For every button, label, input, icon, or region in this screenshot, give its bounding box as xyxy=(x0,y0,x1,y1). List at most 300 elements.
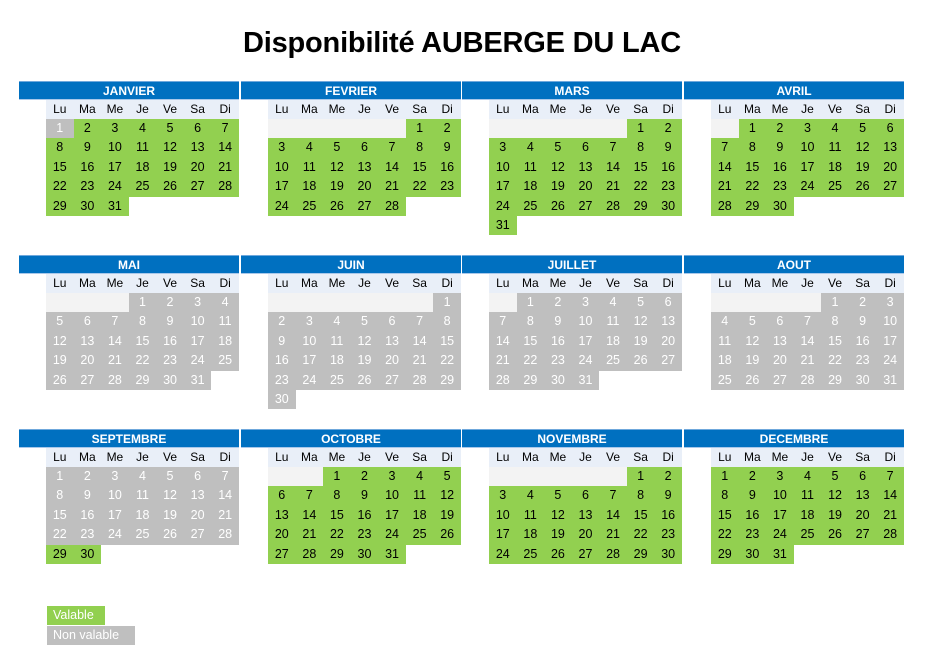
day-cell-valid[interactable]: 30 xyxy=(74,197,102,216)
day-cell-invalid[interactable]: 31 xyxy=(876,371,904,390)
day-cell-valid[interactable]: 9 xyxy=(739,486,767,505)
day-cell-valid[interactable]: 14 xyxy=(296,506,324,525)
day-cell-invalid[interactable]: 20 xyxy=(654,332,682,351)
day-cell-valid[interactable]: 1 xyxy=(711,467,739,486)
day-cell-invalid[interactable]: 10 xyxy=(572,312,600,331)
day-cell-valid[interactable]: 11 xyxy=(296,158,324,177)
day-cell-valid[interactable]: 12 xyxy=(849,138,877,157)
day-cell-valid[interactable]: 8 xyxy=(627,138,655,157)
day-cell-valid[interactable]: 26 xyxy=(323,197,351,216)
day-cell-valid[interactable]: 2 xyxy=(433,119,461,138)
day-cell-valid[interactable]: 4 xyxy=(406,467,434,486)
day-cell-valid[interactable]: 10 xyxy=(268,158,296,177)
day-cell-invalid[interactable]: 13 xyxy=(766,332,794,351)
day-cell-valid[interactable]: 11 xyxy=(129,138,157,157)
day-cell-invalid[interactable]: 20 xyxy=(766,351,794,370)
day-cell-valid[interactable]: 14 xyxy=(876,486,904,505)
day-cell-valid[interactable]: 25 xyxy=(517,197,545,216)
day-cell-valid[interactable]: 18 xyxy=(517,177,545,196)
day-cell-valid[interactable]: 3 xyxy=(268,138,296,157)
day-cell-valid[interactable]: 12 xyxy=(544,158,572,177)
day-cell-valid[interactable]: 7 xyxy=(378,138,406,157)
day-cell-invalid[interactable]: 22 xyxy=(46,525,74,544)
day-cell-valid[interactable]: 4 xyxy=(129,119,157,138)
day-cell-invalid[interactable]: 19 xyxy=(351,351,379,370)
day-cell-valid[interactable]: 3 xyxy=(489,486,517,505)
day-cell-invalid[interactable]: 25 xyxy=(211,351,239,370)
day-cell-valid[interactable]: 22 xyxy=(711,525,739,544)
day-cell-invalid[interactable]: 6 xyxy=(766,312,794,331)
day-cell-valid[interactable]: 9 xyxy=(654,486,682,505)
day-cell-valid[interactable]: 31 xyxy=(378,545,406,564)
day-cell-invalid[interactable]: 12 xyxy=(351,332,379,351)
day-cell-valid[interactable]: 15 xyxy=(627,506,655,525)
day-cell-valid[interactable]: 21 xyxy=(599,177,627,196)
day-cell-invalid[interactable]: 4 xyxy=(211,293,239,312)
day-cell-invalid[interactable]: 7 xyxy=(406,312,434,331)
day-cell-invalid[interactable]: 13 xyxy=(654,312,682,331)
day-cell-valid[interactable]: 4 xyxy=(821,119,849,138)
day-cell-valid[interactable]: 19 xyxy=(156,158,184,177)
day-cell-valid[interactable]: 14 xyxy=(211,138,239,157)
day-cell-valid[interactable]: 8 xyxy=(711,486,739,505)
day-cell-invalid[interactable]: 4 xyxy=(129,467,157,486)
day-cell-valid[interactable]: 16 xyxy=(433,158,461,177)
day-cell-invalid[interactable]: 21 xyxy=(101,351,129,370)
day-cell-valid[interactable]: 17 xyxy=(268,177,296,196)
day-cell-invalid[interactable]: 29 xyxy=(433,371,461,390)
day-cell-invalid[interactable]: 30 xyxy=(268,390,296,409)
day-cell-invalid[interactable]: 29 xyxy=(129,371,157,390)
day-cell-valid[interactable]: 21 xyxy=(711,177,739,196)
day-cell-invalid[interactable]: 24 xyxy=(876,351,904,370)
day-cell-invalid[interactable]: 19 xyxy=(739,351,767,370)
day-cell-valid[interactable]: 15 xyxy=(739,158,767,177)
day-cell-valid[interactable]: 8 xyxy=(46,138,74,157)
day-cell-valid[interactable]: 9 xyxy=(351,486,379,505)
day-cell-invalid[interactable]: 21 xyxy=(489,351,517,370)
day-cell-invalid[interactable]: 1 xyxy=(46,119,74,138)
day-cell-invalid[interactable]: 12 xyxy=(46,332,74,351)
day-cell-valid[interactable]: 27 xyxy=(351,197,379,216)
day-cell-invalid[interactable]: 14 xyxy=(211,486,239,505)
day-cell-invalid[interactable]: 20 xyxy=(74,351,102,370)
day-cell-invalid[interactable]: 28 xyxy=(489,371,517,390)
day-cell-valid[interactable]: 2 xyxy=(654,119,682,138)
day-cell-valid[interactable]: 26 xyxy=(544,197,572,216)
day-cell-valid[interactable]: 14 xyxy=(599,158,627,177)
day-cell-invalid[interactable]: 20 xyxy=(184,506,212,525)
day-cell-valid[interactable]: 28 xyxy=(211,177,239,196)
day-cell-valid[interactable]: 6 xyxy=(572,138,600,157)
day-cell-valid[interactable]: 28 xyxy=(876,525,904,544)
day-cell-invalid[interactable]: 26 xyxy=(156,525,184,544)
day-cell-valid[interactable]: 28 xyxy=(599,197,627,216)
day-cell-valid[interactable]: 31 xyxy=(489,216,517,235)
day-cell-valid[interactable]: 15 xyxy=(627,158,655,177)
day-cell-valid[interactable]: 10 xyxy=(101,138,129,157)
day-cell-valid[interactable]: 27 xyxy=(876,177,904,196)
day-cell-invalid[interactable]: 7 xyxy=(211,467,239,486)
day-cell-invalid[interactable]: 15 xyxy=(821,332,849,351)
day-cell-valid[interactable]: 11 xyxy=(517,158,545,177)
day-cell-invalid[interactable]: 28 xyxy=(101,371,129,390)
day-cell-invalid[interactable]: 23 xyxy=(74,525,102,544)
day-cell-invalid[interactable]: 5 xyxy=(739,312,767,331)
day-cell-valid[interactable]: 23 xyxy=(654,525,682,544)
day-cell-valid[interactable]: 16 xyxy=(739,506,767,525)
day-cell-invalid[interactable]: 1 xyxy=(821,293,849,312)
day-cell-invalid[interactable]: 22 xyxy=(129,351,157,370)
day-cell-invalid[interactable]: 9 xyxy=(849,312,877,331)
day-cell-invalid[interactable]: 9 xyxy=(74,486,102,505)
day-cell-invalid[interactable]: 30 xyxy=(849,371,877,390)
day-cell-invalid[interactable]: 10 xyxy=(101,486,129,505)
day-cell-valid[interactable]: 16 xyxy=(766,158,794,177)
day-cell-valid[interactable]: 4 xyxy=(517,486,545,505)
day-cell-valid[interactable]: 14 xyxy=(711,158,739,177)
day-cell-valid[interactable]: 2 xyxy=(654,467,682,486)
day-cell-valid[interactable]: 1 xyxy=(627,467,655,486)
day-cell-valid[interactable]: 29 xyxy=(46,197,74,216)
day-cell-valid[interactable]: 11 xyxy=(517,506,545,525)
day-cell-valid[interactable]: 21 xyxy=(599,525,627,544)
day-cell-invalid[interactable]: 16 xyxy=(74,506,102,525)
day-cell-invalid[interactable]: 16 xyxy=(268,351,296,370)
day-cell-invalid[interactable]: 23 xyxy=(849,351,877,370)
day-cell-valid[interactable]: 8 xyxy=(406,138,434,157)
day-cell-valid[interactable]: 1 xyxy=(323,467,351,486)
day-cell-valid[interactable]: 22 xyxy=(739,177,767,196)
day-cell-valid[interactable]: 12 xyxy=(323,158,351,177)
day-cell-valid[interactable]: 20 xyxy=(184,158,212,177)
day-cell-invalid[interactable]: 18 xyxy=(711,351,739,370)
day-cell-valid[interactable]: 23 xyxy=(654,177,682,196)
day-cell-invalid[interactable]: 28 xyxy=(211,525,239,544)
day-cell-valid[interactable]: 25 xyxy=(517,545,545,564)
day-cell-valid[interactable]: 30 xyxy=(74,545,102,564)
day-cell-valid[interactable]: 27 xyxy=(849,525,877,544)
day-cell-valid[interactable]: 15 xyxy=(323,506,351,525)
day-cell-valid[interactable]: 20 xyxy=(351,177,379,196)
day-cell-invalid[interactable]: 18 xyxy=(323,351,351,370)
day-cell-invalid[interactable]: 6 xyxy=(378,312,406,331)
day-cell-valid[interactable]: 6 xyxy=(849,467,877,486)
day-cell-valid[interactable]: 21 xyxy=(296,525,324,544)
day-cell-invalid[interactable]: 24 xyxy=(572,351,600,370)
day-cell-valid[interactable]: 29 xyxy=(711,545,739,564)
day-cell-valid[interactable]: 1 xyxy=(739,119,767,138)
day-cell-valid[interactable]: 24 xyxy=(378,525,406,544)
day-cell-valid[interactable]: 23 xyxy=(351,525,379,544)
day-cell-valid[interactable]: 15 xyxy=(711,506,739,525)
day-cell-valid[interactable]: 11 xyxy=(794,486,822,505)
day-cell-valid[interactable]: 18 xyxy=(406,506,434,525)
day-cell-invalid[interactable]: 25 xyxy=(711,371,739,390)
day-cell-invalid[interactable]: 21 xyxy=(406,351,434,370)
day-cell-valid[interactable]: 25 xyxy=(129,177,157,196)
day-cell-valid[interactable]: 2 xyxy=(739,467,767,486)
day-cell-valid[interactable]: 19 xyxy=(433,506,461,525)
day-cell-valid[interactable]: 30 xyxy=(739,545,767,564)
day-cell-invalid[interactable]: 4 xyxy=(323,312,351,331)
day-cell-valid[interactable]: 25 xyxy=(406,525,434,544)
day-cell-invalid[interactable]: 5 xyxy=(627,293,655,312)
day-cell-invalid[interactable]: 28 xyxy=(794,371,822,390)
day-cell-invalid[interactable]: 31 xyxy=(572,371,600,390)
day-cell-valid[interactable]: 24 xyxy=(766,525,794,544)
day-cell-invalid[interactable]: 16 xyxy=(156,332,184,351)
day-cell-invalid[interactable]: 23 xyxy=(156,351,184,370)
day-cell-valid[interactable]: 12 xyxy=(544,506,572,525)
day-cell-valid[interactable]: 3 xyxy=(489,138,517,157)
day-cell-valid[interactable]: 19 xyxy=(849,158,877,177)
day-cell-invalid[interactable]: 6 xyxy=(184,467,212,486)
day-cell-invalid[interactable]: 7 xyxy=(101,312,129,331)
day-cell-valid[interactable]: 9 xyxy=(74,138,102,157)
day-cell-valid[interactable]: 5 xyxy=(849,119,877,138)
day-cell-valid[interactable]: 10 xyxy=(489,506,517,525)
day-cell-valid[interactable]: 17 xyxy=(794,158,822,177)
day-cell-valid[interactable]: 7 xyxy=(296,486,324,505)
day-cell-invalid[interactable]: 19 xyxy=(46,351,74,370)
day-cell-valid[interactable]: 28 xyxy=(378,197,406,216)
day-cell-valid[interactable]: 23 xyxy=(739,525,767,544)
day-cell-invalid[interactable]: 16 xyxy=(544,332,572,351)
day-cell-valid[interactable]: 6 xyxy=(268,486,296,505)
day-cell-valid[interactable]: 5 xyxy=(323,138,351,157)
day-cell-valid[interactable]: 27 xyxy=(572,197,600,216)
day-cell-valid[interactable]: 2 xyxy=(766,119,794,138)
day-cell-invalid[interactable]: 8 xyxy=(46,486,74,505)
day-cell-valid[interactable]: 19 xyxy=(544,525,572,544)
day-cell-valid[interactable]: 27 xyxy=(184,177,212,196)
day-cell-valid[interactable]: 24 xyxy=(101,177,129,196)
day-cell-invalid[interactable]: 23 xyxy=(268,371,296,390)
day-cell-invalid[interactable]: 10 xyxy=(876,312,904,331)
day-cell-valid[interactable]: 29 xyxy=(323,545,351,564)
day-cell-valid[interactable]: 28 xyxy=(711,197,739,216)
day-cell-valid[interactable]: 13 xyxy=(849,486,877,505)
day-cell-invalid[interactable]: 12 xyxy=(739,332,767,351)
day-cell-invalid[interactable]: 8 xyxy=(433,312,461,331)
day-cell-invalid[interactable]: 11 xyxy=(129,486,157,505)
day-cell-invalid[interactable]: 29 xyxy=(517,371,545,390)
day-cell-invalid[interactable]: 27 xyxy=(654,351,682,370)
day-cell-valid[interactable]: 2 xyxy=(74,119,102,138)
day-cell-invalid[interactable]: 12 xyxy=(156,486,184,505)
day-cell-valid[interactable]: 19 xyxy=(821,506,849,525)
day-cell-valid[interactable]: 25 xyxy=(794,525,822,544)
day-cell-valid[interactable]: 9 xyxy=(654,138,682,157)
day-cell-invalid[interactable]: 26 xyxy=(351,371,379,390)
day-cell-invalid[interactable]: 11 xyxy=(323,332,351,351)
day-cell-valid[interactable]: 29 xyxy=(627,545,655,564)
day-cell-valid[interactable]: 5 xyxy=(433,467,461,486)
day-cell-valid[interactable]: 15 xyxy=(406,158,434,177)
day-cell-valid[interactable]: 19 xyxy=(323,177,351,196)
day-cell-valid[interactable]: 30 xyxy=(654,197,682,216)
day-cell-valid[interactable]: 18 xyxy=(794,506,822,525)
day-cell-invalid[interactable]: 22 xyxy=(433,351,461,370)
day-cell-valid[interactable]: 24 xyxy=(489,197,517,216)
day-cell-valid[interactable]: 13 xyxy=(268,506,296,525)
day-cell-valid[interactable]: 6 xyxy=(572,486,600,505)
day-cell-valid[interactable]: 10 xyxy=(378,486,406,505)
day-cell-invalid[interactable]: 27 xyxy=(74,371,102,390)
day-cell-invalid[interactable]: 3 xyxy=(876,293,904,312)
day-cell-invalid[interactable]: 7 xyxy=(489,312,517,331)
day-cell-valid[interactable]: 26 xyxy=(544,545,572,564)
day-cell-valid[interactable]: 17 xyxy=(101,158,129,177)
day-cell-invalid[interactable]: 31 xyxy=(184,371,212,390)
day-cell-invalid[interactable]: 21 xyxy=(211,506,239,525)
day-cell-invalid[interactable]: 30 xyxy=(544,371,572,390)
day-cell-invalid[interactable]: 7 xyxy=(794,312,822,331)
day-cell-invalid[interactable]: 4 xyxy=(711,312,739,331)
day-cell-valid[interactable]: 20 xyxy=(572,525,600,544)
day-cell-valid[interactable]: 18 xyxy=(296,177,324,196)
day-cell-invalid[interactable]: 25 xyxy=(599,351,627,370)
day-cell-invalid[interactable]: 8 xyxy=(129,312,157,331)
day-cell-invalid[interactable]: 10 xyxy=(296,332,324,351)
day-cell-invalid[interactable]: 2 xyxy=(156,293,184,312)
day-cell-valid[interactable]: 25 xyxy=(296,197,324,216)
day-cell-invalid[interactable]: 3 xyxy=(184,293,212,312)
day-cell-invalid[interactable]: 27 xyxy=(378,371,406,390)
day-cell-valid[interactable]: 4 xyxy=(296,138,324,157)
day-cell-invalid[interactable]: 9 xyxy=(156,312,184,331)
day-cell-valid[interactable]: 25 xyxy=(821,177,849,196)
day-cell-invalid[interactable]: 15 xyxy=(46,506,74,525)
day-cell-valid[interactable]: 30 xyxy=(766,197,794,216)
day-cell-valid[interactable]: 22 xyxy=(627,525,655,544)
day-cell-valid[interactable]: 7 xyxy=(211,119,239,138)
day-cell-valid[interactable]: 24 xyxy=(794,177,822,196)
day-cell-invalid[interactable]: 2 xyxy=(74,467,102,486)
day-cell-invalid[interactable]: 30 xyxy=(156,371,184,390)
day-cell-invalid[interactable]: 13 xyxy=(74,332,102,351)
day-cell-invalid[interactable]: 5 xyxy=(46,312,74,331)
day-cell-invalid[interactable]: 6 xyxy=(654,293,682,312)
day-cell-invalid[interactable]: 17 xyxy=(572,332,600,351)
day-cell-invalid[interactable]: 22 xyxy=(517,351,545,370)
day-cell-valid[interactable]: 19 xyxy=(544,177,572,196)
day-cell-invalid[interactable]: 23 xyxy=(544,351,572,370)
day-cell-valid[interactable]: 16 xyxy=(654,158,682,177)
day-cell-valid[interactable]: 5 xyxy=(544,486,572,505)
day-cell-invalid[interactable]: 12 xyxy=(627,312,655,331)
day-cell-valid[interactable]: 20 xyxy=(268,525,296,544)
day-cell-invalid[interactable]: 1 xyxy=(46,467,74,486)
day-cell-valid[interactable]: 30 xyxy=(351,545,379,564)
day-cell-invalid[interactable]: 29 xyxy=(821,371,849,390)
day-cell-invalid[interactable]: 6 xyxy=(74,312,102,331)
day-cell-valid[interactable]: 21 xyxy=(211,158,239,177)
day-cell-valid[interactable]: 23 xyxy=(766,177,794,196)
day-cell-valid[interactable]: 4 xyxy=(794,467,822,486)
day-cell-invalid[interactable]: 26 xyxy=(739,371,767,390)
day-cell-invalid[interactable]: 11 xyxy=(211,312,239,331)
day-cell-invalid[interactable]: 18 xyxy=(211,332,239,351)
day-cell-valid[interactable]: 18 xyxy=(517,525,545,544)
day-cell-valid[interactable]: 5 xyxy=(544,138,572,157)
day-cell-valid[interactable]: 29 xyxy=(739,197,767,216)
day-cell-invalid[interactable]: 3 xyxy=(572,293,600,312)
day-cell-valid[interactable]: 3 xyxy=(766,467,794,486)
day-cell-valid[interactable]: 22 xyxy=(46,177,74,196)
day-cell-valid[interactable]: 27 xyxy=(572,545,600,564)
day-cell-valid[interactable]: 20 xyxy=(572,177,600,196)
day-cell-valid[interactable]: 7 xyxy=(876,467,904,486)
day-cell-invalid[interactable]: 5 xyxy=(156,467,184,486)
day-cell-valid[interactable]: 17 xyxy=(489,525,517,544)
day-cell-invalid[interactable]: 2 xyxy=(849,293,877,312)
day-cell-invalid[interactable]: 25 xyxy=(323,371,351,390)
day-cell-invalid[interactable]: 1 xyxy=(129,293,157,312)
day-cell-valid[interactable]: 22 xyxy=(323,525,351,544)
day-cell-valid[interactable]: 17 xyxy=(378,506,406,525)
day-cell-valid[interactable]: 23 xyxy=(74,177,102,196)
day-cell-valid[interactable]: 3 xyxy=(101,119,129,138)
day-cell-invalid[interactable]: 14 xyxy=(489,332,517,351)
day-cell-valid[interactable]: 16 xyxy=(74,158,102,177)
day-cell-valid[interactable]: 13 xyxy=(351,158,379,177)
day-cell-invalid[interactable]: 11 xyxy=(599,312,627,331)
day-cell-valid[interactable]: 14 xyxy=(599,506,627,525)
day-cell-valid[interactable]: 1 xyxy=(627,119,655,138)
day-cell-valid[interactable]: 30 xyxy=(654,545,682,564)
day-cell-valid[interactable]: 26 xyxy=(156,177,184,196)
day-cell-invalid[interactable]: 24 xyxy=(296,371,324,390)
day-cell-invalid[interactable]: 26 xyxy=(627,351,655,370)
day-cell-valid[interactable]: 13 xyxy=(876,138,904,157)
day-cell-valid[interactable]: 1 xyxy=(406,119,434,138)
day-cell-invalid[interactable]: 14 xyxy=(406,332,434,351)
day-cell-valid[interactable]: 22 xyxy=(627,177,655,196)
day-cell-valid[interactable]: 10 xyxy=(489,158,517,177)
day-cell-invalid[interactable]: 16 xyxy=(849,332,877,351)
day-cell-valid[interactable]: 12 xyxy=(433,486,461,505)
day-cell-invalid[interactable]: 19 xyxy=(156,506,184,525)
day-cell-valid[interactable]: 29 xyxy=(46,545,74,564)
day-cell-invalid[interactable]: 9 xyxy=(268,332,296,351)
day-cell-invalid[interactable]: 24 xyxy=(101,525,129,544)
day-cell-invalid[interactable]: 18 xyxy=(129,506,157,525)
day-cell-valid[interactable]: 12 xyxy=(156,138,184,157)
day-cell-valid[interactable]: 3 xyxy=(794,119,822,138)
day-cell-invalid[interactable]: 8 xyxy=(821,312,849,331)
day-cell-invalid[interactable]: 27 xyxy=(184,525,212,544)
day-cell-valid[interactable]: 24 xyxy=(489,545,517,564)
day-cell-invalid[interactable]: 2 xyxy=(544,293,572,312)
day-cell-valid[interactable]: 6 xyxy=(876,119,904,138)
day-cell-valid[interactable]: 7 xyxy=(711,138,739,157)
day-cell-valid[interactable]: 16 xyxy=(654,506,682,525)
day-cell-invalid[interactable]: 13 xyxy=(378,332,406,351)
day-cell-valid[interactable]: 26 xyxy=(433,525,461,544)
day-cell-valid[interactable]: 29 xyxy=(627,197,655,216)
day-cell-invalid[interactable]: 19 xyxy=(627,332,655,351)
day-cell-invalid[interactable]: 1 xyxy=(433,293,461,312)
day-cell-valid[interactable]: 6 xyxy=(351,138,379,157)
day-cell-valid[interactable]: 11 xyxy=(406,486,434,505)
day-cell-valid[interactable]: 18 xyxy=(129,158,157,177)
day-cell-valid[interactable]: 20 xyxy=(849,506,877,525)
day-cell-valid[interactable]: 31 xyxy=(101,197,129,216)
day-cell-valid[interactable]: 13 xyxy=(184,138,212,157)
day-cell-invalid[interactable]: 27 xyxy=(766,371,794,390)
